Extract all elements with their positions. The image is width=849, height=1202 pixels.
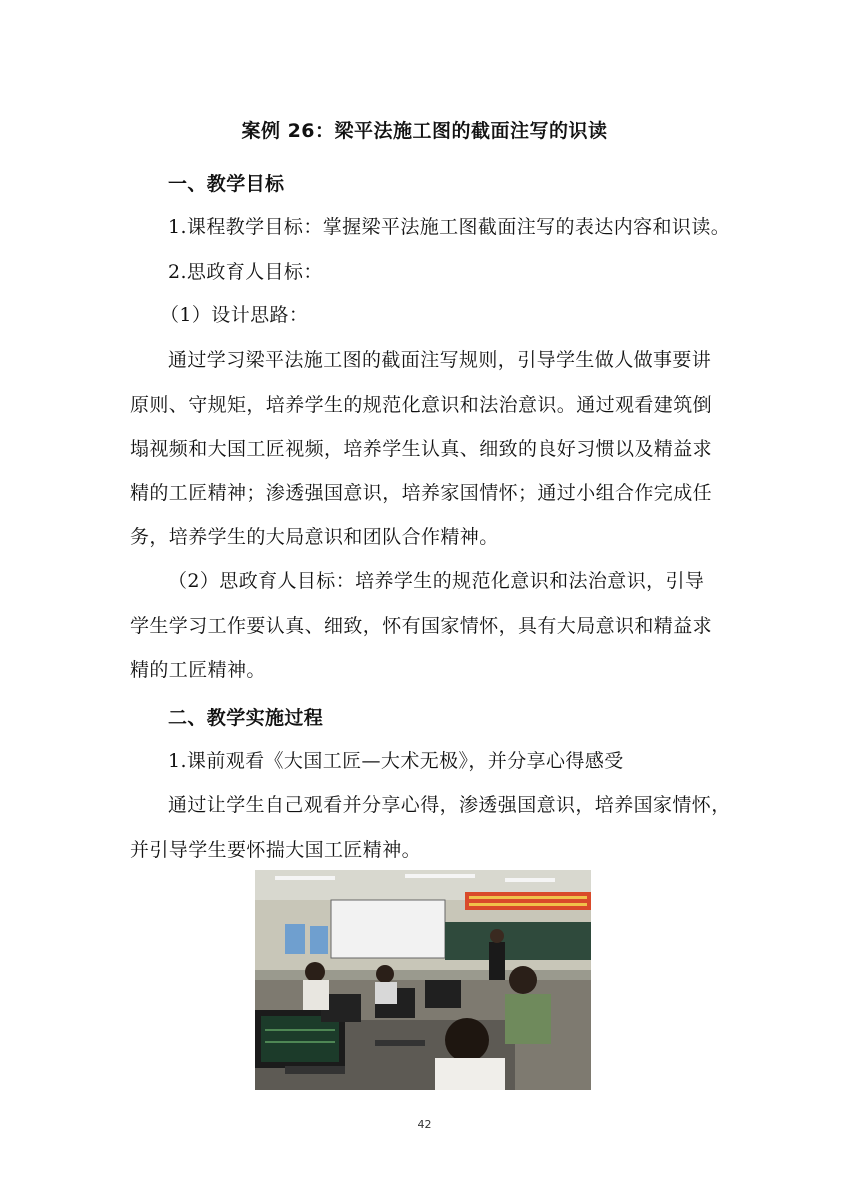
paragraph-line: 塌视频和大国工匠视频，培养学生认真、细致的良好习惯以及精益求 bbox=[130, 438, 713, 460]
paragraph-line: 通过让学生自己观看并分享心得，渗透强国意识，培养国家情怀， bbox=[168, 794, 731, 816]
paragraph-line: 精的工匠精神。 bbox=[130, 659, 266, 681]
item-pre-class: 1.课前观看《大国工匠—大术无极》，并分享心得感受 bbox=[168, 750, 624, 772]
section-heading-1: 一、教学目标 bbox=[168, 173, 285, 195]
paragraph-line: 务，培养学生的大局意识和团队合作精神。 bbox=[130, 526, 499, 548]
paragraph-line: 精的工匠精神；渗透强国意识，培养家国情怀；通过小组合作完成任 bbox=[130, 482, 713, 504]
paragraph-line: 原则、守规矩，培养学生的规范化意识和法治意识。通过观看建筑倒 bbox=[130, 394, 713, 416]
item-ideology-goal: 2.思政育人目标： bbox=[168, 261, 323, 283]
paragraph-line: 并引导学生要怀揣大国工匠精神。 bbox=[130, 839, 422, 861]
paragraph-line: 通过学习梁平法施工图的截面注写规则，引导学生做人做事要讲 bbox=[168, 349, 712, 371]
section-heading-2: 二、教学实施过程 bbox=[168, 707, 324, 729]
paragraph-line: （2）思政育人目标：培养学生的规范化意识和法治意识，引导 bbox=[168, 570, 705, 592]
item-course-goal: 1.课程教学目标：掌握梁平法施工图截面注写的表达内容和识读。 bbox=[168, 216, 731, 238]
paragraph-line: 学生学习工作要认真、细致，怀有国家情怀，具有大局意识和精益求 bbox=[130, 615, 713, 637]
sub-design-idea: （1）设计思路： bbox=[160, 304, 309, 326]
classroom-photo bbox=[255, 870, 591, 1090]
document-title: 案例 26：梁平法施工图的截面注写的识读 bbox=[241, 120, 608, 142]
page-number: 42 bbox=[417, 1118, 432, 1131]
